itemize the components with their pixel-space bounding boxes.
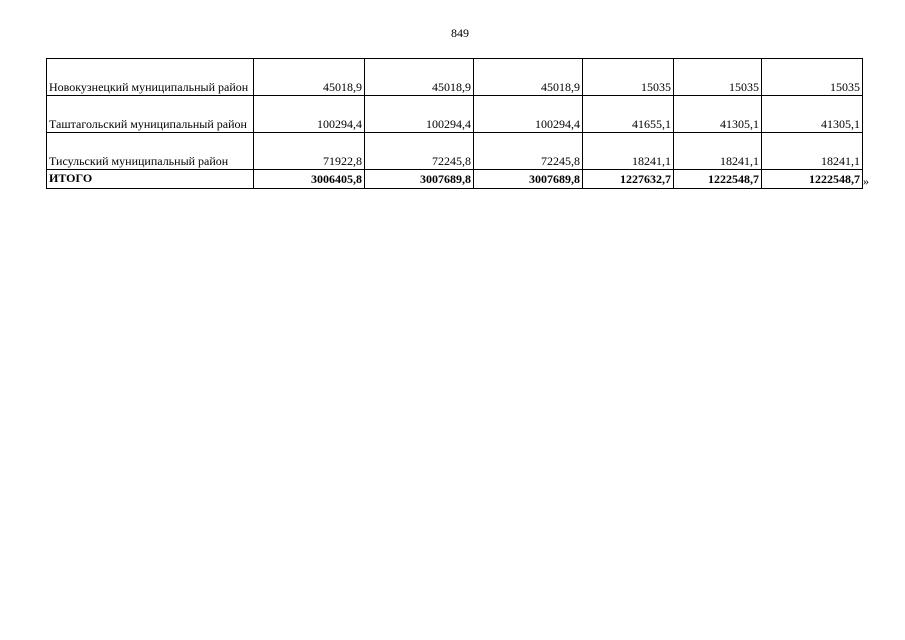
closing-quote: » bbox=[863, 174, 869, 188]
total-cell: 3006405,8 bbox=[254, 170, 365, 189]
total-cell: 1222548,7 bbox=[674, 170, 762, 189]
table-cell: 100294,4 bbox=[365, 96, 474, 133]
table-row bbox=[47, 133, 863, 170]
table-cell: 100294,4 bbox=[474, 96, 583, 133]
table-cell: 100294,4 bbox=[254, 96, 365, 133]
table-cell: 72245,8 bbox=[365, 133, 474, 170]
table-cell: 45018,9 bbox=[365, 59, 474, 96]
total-cell: 3007689,8 bbox=[365, 170, 474, 189]
table-cell: 18241,1 bbox=[762, 133, 863, 170]
total-cell: 1222548,7 bbox=[762, 170, 863, 189]
page-number: 849 bbox=[451, 26, 469, 40]
row-name: Таштагольский муниципальный район bbox=[47, 96, 254, 133]
table-cell: 15035 bbox=[762, 59, 863, 96]
table-cell: 45018,9 bbox=[254, 59, 365, 96]
row-name: Тисульский муниципальный район bbox=[47, 133, 254, 170]
table-cell: 41305,1 bbox=[762, 96, 863, 133]
table-cell: 15035 bbox=[583, 59, 674, 96]
table-cell: 72245,8 bbox=[474, 133, 583, 170]
table-cell: 41655,1 bbox=[583, 96, 674, 133]
total-row bbox=[47, 170, 863, 189]
table-cell: 41305,1 bbox=[674, 96, 762, 133]
table-cell: 15035 bbox=[674, 59, 762, 96]
total-label: ИТОГО bbox=[47, 170, 254, 189]
total-cell: 1227632,7 bbox=[583, 170, 674, 189]
table-row bbox=[47, 96, 863, 133]
table-cell: 18241,1 bbox=[674, 133, 762, 170]
table-cell: 18241,1 bbox=[583, 133, 674, 170]
budget-table bbox=[46, 58, 863, 189]
total-cell: 3007689,8 bbox=[474, 170, 583, 189]
table-cell: 71922,8 bbox=[254, 133, 365, 170]
row-name: Новокузнецкий муниципальный район bbox=[47, 59, 254, 96]
table-row bbox=[47, 59, 863, 96]
table-cell: 45018,9 bbox=[474, 59, 583, 96]
